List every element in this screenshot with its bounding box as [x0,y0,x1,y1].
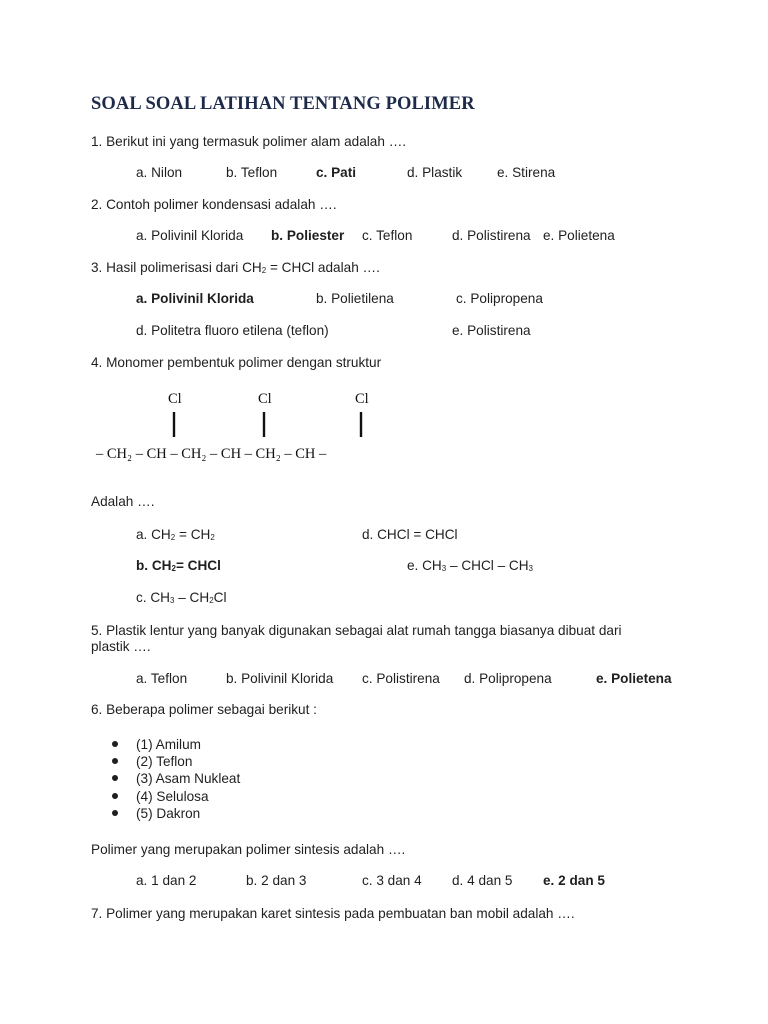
q2-option-b: b. Poliester [271,228,345,243]
q6-option-d: d. 4 dan 5 [452,873,513,888]
q6-item-list [110,736,240,822]
q5-option-c: c. Polistirena [362,671,440,686]
question-1: 1. Berikut ini yang termasuk polimer alam adalah …. [91,134,407,149]
q6-option-e: e. 2 dan 5 [543,873,605,888]
q5-option-b: b. Polivinil Klorida [226,671,334,686]
q3-option-a: a. Polivinil Klorida [136,291,254,306]
q3-option-b: b. Polietilena [316,291,394,306]
q4-option-c: c. $CH_3 - CH_2Cl$ [136,590,227,605]
q2-option-c: c. Teflon [362,228,413,243]
q3-option-d: d. Politetra fluoro etilena (teflon) [136,323,329,338]
question-5-line-2: plastik …. [91,639,151,654]
list-item: (4) Selulosa [110,788,240,805]
q2-option-a: a. Polivinil Klorida [136,228,244,243]
q2-option-e: e. Polietena [543,228,615,243]
q1-option-e: e. Stirena [497,165,556,180]
question-6: 6. Beberapa polimer sebagai berikut : [91,702,317,717]
list-item: (3) Asam Nukleat [110,770,240,787]
polymer-structure [90,385,410,470]
q6-option-b: b. 2 dan 3 [246,873,307,888]
q6-question: Polimer yang merupakan polimer sintesis adalah …. [91,842,406,857]
q4-option-a: a. $CH_2 = CH_2$ [136,527,215,542]
q4-option-d: d. CHCl = CHCl [362,527,458,542]
question-5-line-1: 5. Plastik lentur yang banyak digunakan sebagai alat rumah tangga biasanya dibuat dari [91,623,622,638]
q4-adalah: Adalah …. [91,494,155,509]
q5-option-e: e. Polietena [596,671,672,686]
question-2: 2. Contoh polimer kondensasi adalah …. [91,197,337,212]
question-3: 3. Hasil polimerisasi dari $CH_2$ = CHCl adalah …. [91,260,380,275]
question-7: 7. Polimer yang merupakan karet sintesis pada pembuatan ban mobil adalah …. [91,906,575,921]
structure-cl-1: Cl [168,391,182,407]
list-item: (1) Amilum [110,736,240,753]
q3-option-e: e. Polistirena [452,323,531,338]
q5-option-a: a. Teflon [136,671,188,686]
q3-option-c: c. Polipropena [456,291,543,306]
q1-option-b: b. Teflon [226,165,278,180]
q2-option-d: d. Polistirena [452,228,531,243]
structure-cl-3: Cl [355,391,369,407]
structure-cl-2: Cl [258,391,272,407]
q1-option-a: a. Nilon [136,165,183,180]
q4-option-b: b. $CH_2=$ CHCl [136,558,221,573]
q1-option-d: d. Plastik [407,165,463,180]
q6-option-c: c. 3 dan 4 [362,873,422,888]
list-item: (2) Teflon [110,753,240,770]
q6-option-a: a. 1 dan 2 [136,873,197,888]
question-4: 4. Monomer pembentuk polimer dengan struktur [91,355,382,370]
q1-option-c: c. Pati [316,165,357,180]
q5-option-d: d. Polipropena [464,671,552,686]
q4-option-e: e. $CH_3$ – CHCl – $CH_3$ [407,558,533,573]
structure-chain: – CH₂ – CH – CH₂ – CH – CH₂ – CH – [96,446,327,462]
list-item: (5) Dakron [110,805,240,822]
page-title: SOAL SOAL LATIHAN TENTANG POLIMER [91,94,475,114]
